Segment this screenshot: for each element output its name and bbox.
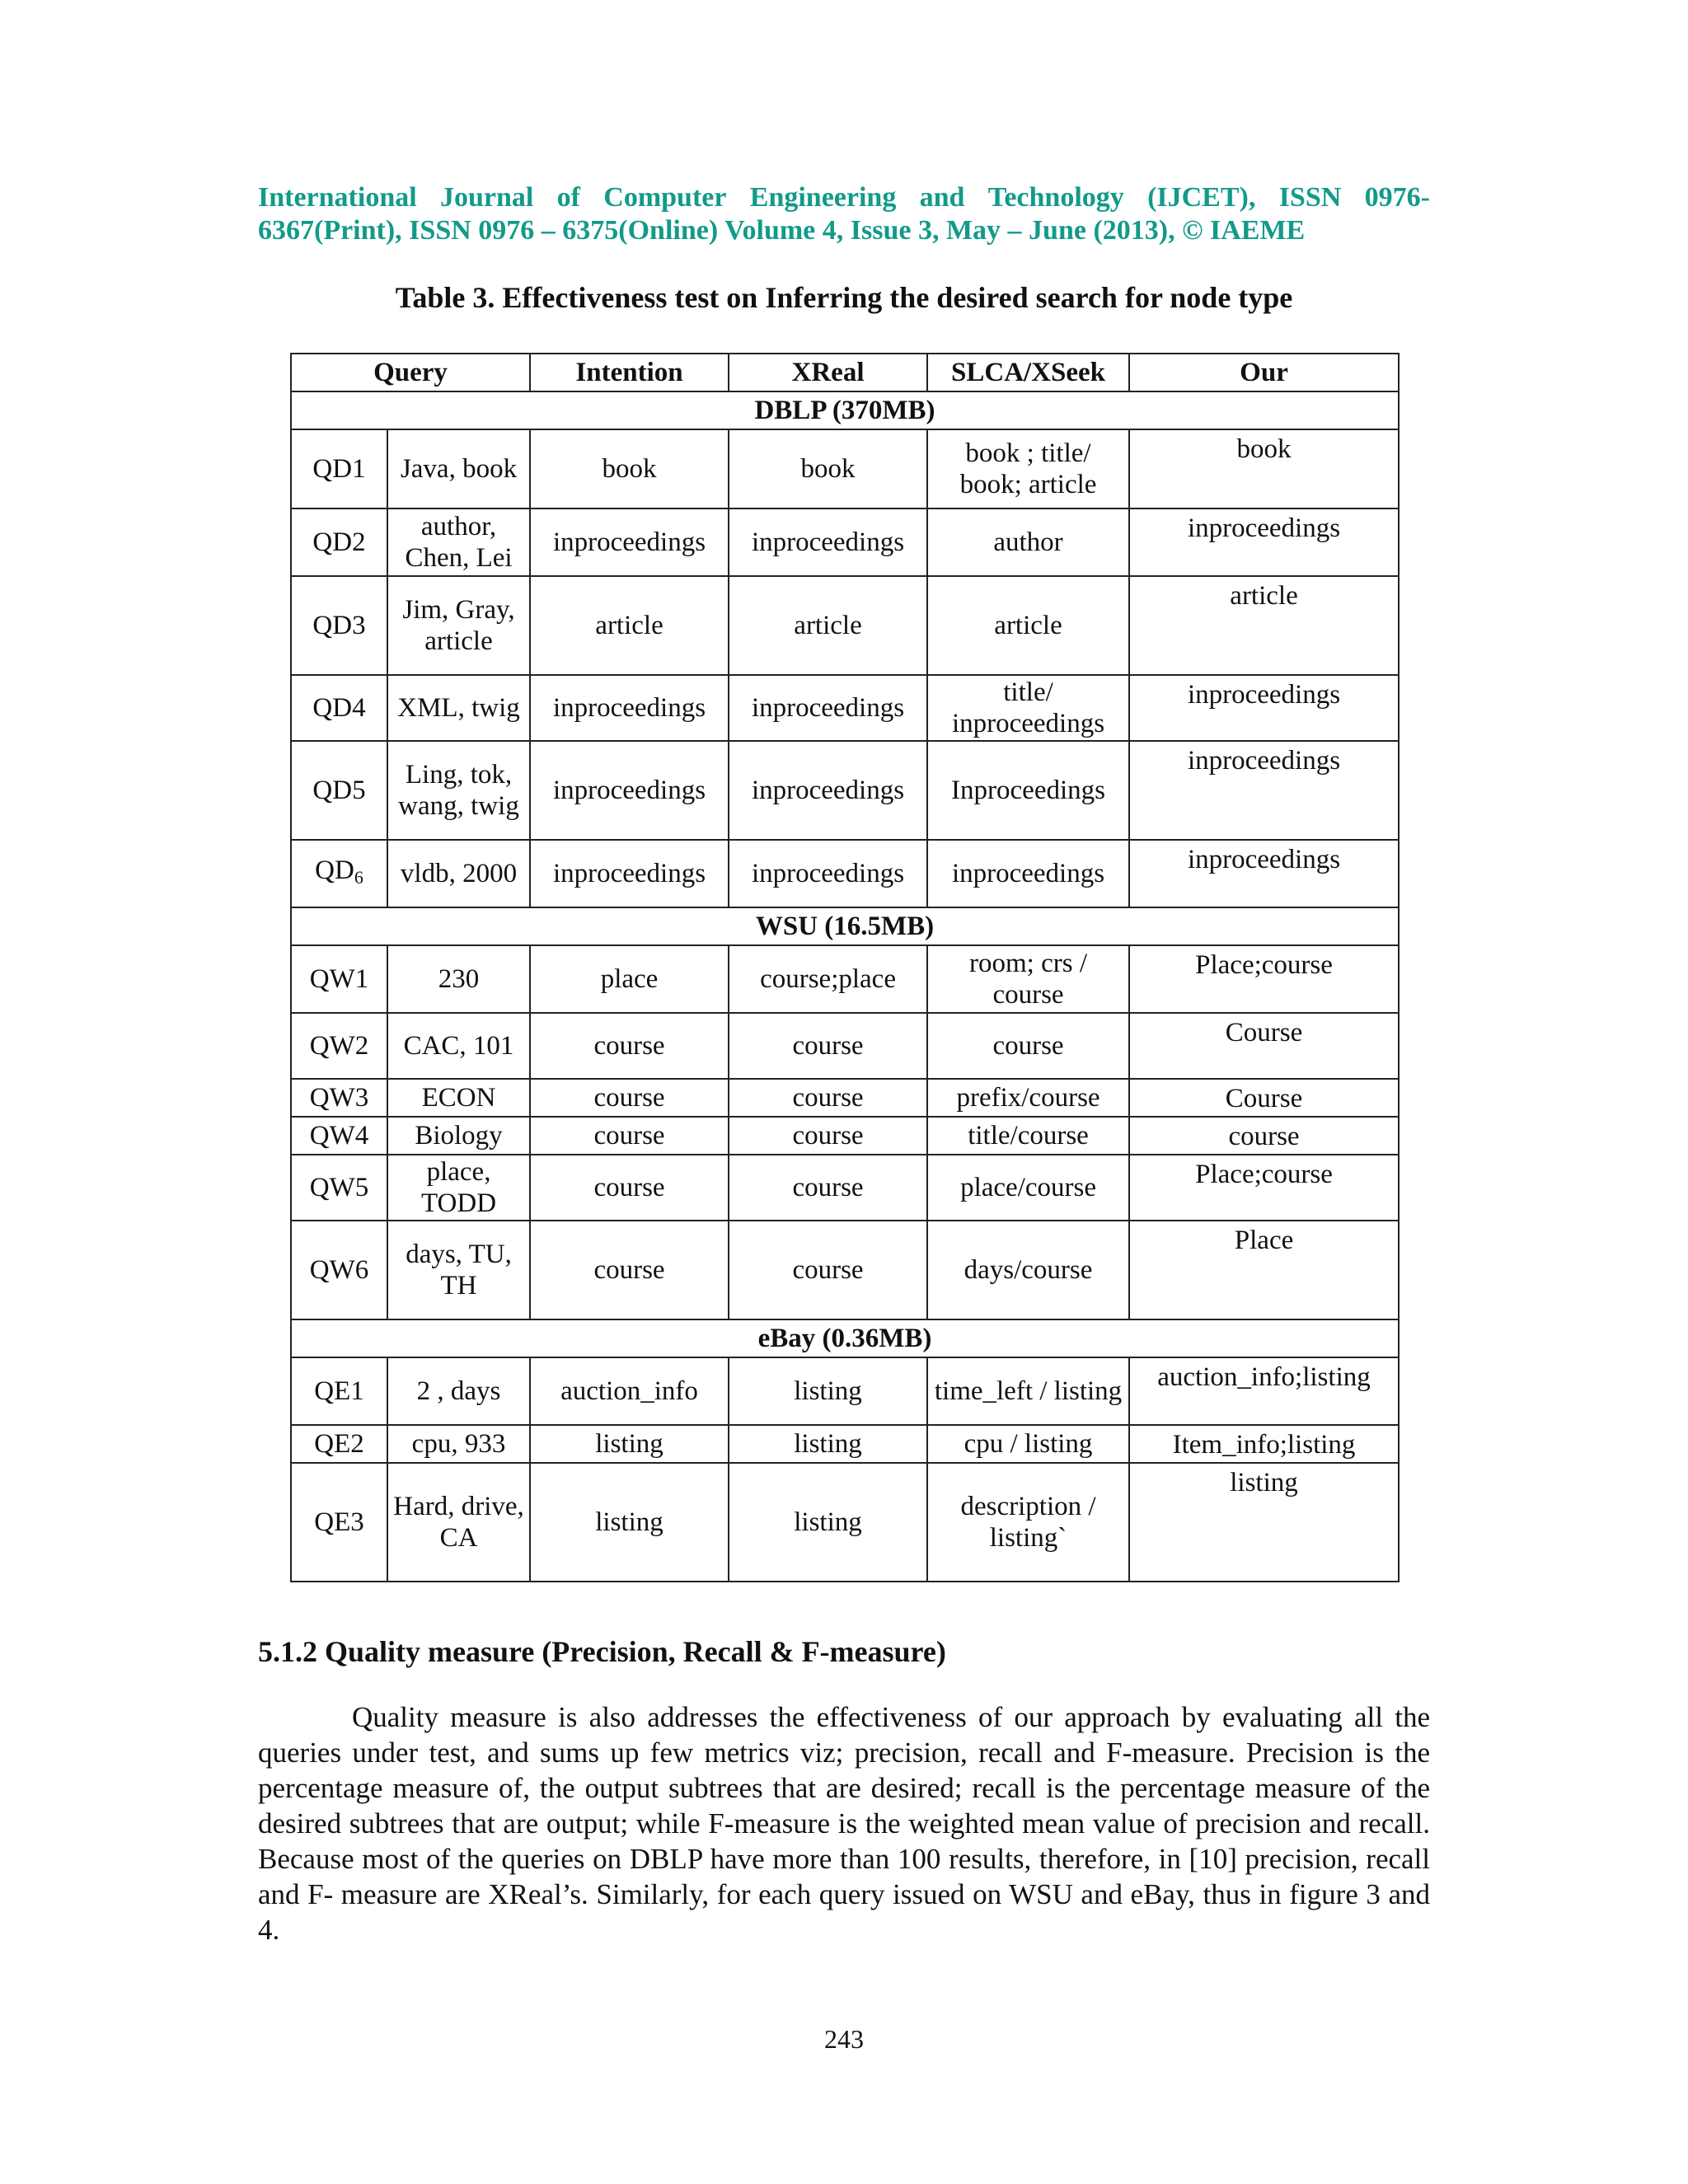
header-word: of [556, 182, 580, 213]
header-query: Query [291, 354, 530, 391]
intention-cell: course [530, 1013, 729, 1079]
query-id-cell: QD2 [291, 509, 387, 576]
header-word: Journal [439, 182, 534, 213]
xreal-cell: inproceedings [729, 741, 927, 840]
header-xreal: XReal [729, 354, 927, 391]
our-cell: auction_info;listing [1129, 1357, 1399, 1425]
page-number: 243 [824, 2024, 864, 2054]
query-terms-cell: Ling, tok, wang, twig [387, 741, 530, 840]
table-row [291, 1079, 1399, 1117]
header-intention: Intention [530, 354, 729, 391]
our-cell: Place;course [1129, 1155, 1399, 1221]
table-row [291, 576, 1399, 675]
table-row [291, 840, 1399, 907]
intention-cell: course [530, 1155, 729, 1221]
table-row [291, 1221, 1399, 1319]
table-row [291, 429, 1399, 509]
table-row [291, 1155, 1399, 1221]
intention-cell: inproceedings [530, 741, 729, 840]
query-terms-cell: CAC, 101 [387, 1013, 530, 1079]
section-title: DBLP (370MB) [291, 391, 1399, 429]
our-cell: course [1129, 1117, 1399, 1155]
query-id-cell: QE3 [291, 1463, 387, 1582]
query-terms-cell: days, TU, TH [387, 1221, 530, 1319]
query-terms-cell: place, TODD [387, 1155, 530, 1221]
query-id-cell: QE2 [291, 1425, 387, 1463]
header-word: Computer [603, 182, 727, 213]
slca-xseek-cell: title/course [927, 1117, 1129, 1155]
table-row [291, 1357, 1399, 1425]
intention-cell: inproceedings [530, 509, 729, 576]
query-terms-cell: Hard, drive, CA [387, 1463, 530, 1582]
query-id-text: QD [315, 855, 354, 885]
query-terms-cell: 2 , days [387, 1357, 530, 1425]
query-id-cell: QD3 [291, 576, 387, 675]
slca-xseek-cell: title/ inproceedings [927, 675, 1129, 741]
slca-xseek-cell: cpu / listing [927, 1425, 1129, 1463]
section-row [291, 1319, 1399, 1357]
section-row [291, 391, 1399, 429]
slca-xseek-cell: article [927, 576, 1129, 675]
query-id-cell: QW1 [291, 945, 387, 1013]
header-our: Our [1129, 354, 1399, 391]
table-row [291, 741, 1399, 840]
header-word: Technology [987, 182, 1124, 213]
xreal-cell: course [729, 1013, 927, 1079]
slca-xseek-cell: days/course [927, 1221, 1129, 1319]
slca-xseek-cell: room; crs / course [927, 945, 1129, 1013]
section-row [291, 907, 1399, 945]
query-id-cell [291, 840, 387, 907]
xreal-cell: article [729, 576, 927, 675]
query-terms-cell: 230 [387, 945, 530, 1013]
slca-xseek-cell: book ; title/ book; article [927, 429, 1129, 509]
our-cell: Place;course [1129, 945, 1399, 1013]
query-id-cell: QW3 [291, 1079, 387, 1117]
journal-header [258, 181, 1430, 247]
query-terms-cell: author, Chen, Lei [387, 509, 530, 576]
our-cell: inproceedings [1129, 675, 1399, 741]
section-title: WSU (16.5MB) [291, 907, 1399, 945]
our-cell: Course [1129, 1079, 1399, 1117]
header-slca-xseek: SLCA/XSeek [927, 354, 1129, 391]
slca-xseek-cell: author [927, 509, 1129, 576]
xreal-cell: course;place [729, 945, 927, 1013]
journal-header-line-1 [258, 181, 1430, 214]
intention-cell: inproceedings [530, 675, 729, 741]
header-word: (IJCET), [1147, 182, 1256, 213]
query-terms-cell: Biology [387, 1117, 530, 1155]
table-body [291, 391, 1399, 1582]
header-word: ISSN [1278, 182, 1342, 213]
query-id-cell: QD4 [291, 675, 387, 741]
header-word: 0976- [1364, 182, 1430, 213]
slca-xseek-cell: Inproceedings [927, 741, 1129, 840]
our-cell: Item_info;listing [1129, 1425, 1399, 1463]
header-word: International [258, 182, 417, 213]
query-id-cell: QE1 [291, 1357, 387, 1425]
slca-xseek-cell: prefix/course [927, 1079, 1129, 1117]
our-cell: inproceedings [1129, 840, 1399, 907]
query-id-cell: QW2 [291, 1013, 387, 1079]
xreal-cell: course [729, 1221, 927, 1319]
query-id-cell: QD5 [291, 741, 387, 840]
slca-xseek-cell: time_left / listing [927, 1357, 1129, 1425]
body-paragraph [258, 1699, 1430, 1947]
slca-xseek-cell: inproceedings [927, 840, 1129, 907]
intention-cell: listing [530, 1425, 729, 1463]
intention-cell: auction_info [530, 1357, 729, 1425]
header-word: and [919, 182, 965, 213]
table-row [291, 1117, 1399, 1155]
xreal-cell: listing [729, 1463, 927, 1582]
table-row [291, 675, 1399, 741]
xreal-cell: course [729, 1079, 927, 1117]
our-cell: Place [1129, 1221, 1399, 1319]
slca-xseek-cell: place/course [927, 1155, 1129, 1221]
xreal-cell: course [729, 1117, 927, 1155]
xreal-cell: inproceedings [729, 509, 927, 576]
intention-cell: book [530, 429, 729, 509]
intention-cell: article [530, 576, 729, 675]
section-title: eBay (0.36MB) [291, 1319, 1399, 1357]
table-row [291, 1013, 1399, 1079]
table-header-row [291, 354, 1399, 391]
query-terms-cell: Jim, Gray, article [387, 576, 530, 675]
xreal-cell: inproceedings [729, 840, 927, 907]
xreal-cell: listing [729, 1425, 927, 1463]
query-id-cell: QW4 [291, 1117, 387, 1155]
table-row [291, 509, 1399, 576]
intention-cell: course [530, 1221, 729, 1319]
query-terms-cell: Java, book [387, 429, 530, 509]
query-terms-cell: XML, twig [387, 675, 530, 741]
our-cell: Course [1129, 1013, 1399, 1079]
journal-header-line-2: 6367(Print), ISSN 0976 – 6375(Online) Volume 4, Issue 3, May – June (2013), © IAEME [258, 215, 1306, 246]
table-row [291, 945, 1399, 1013]
intention-cell: course [530, 1117, 729, 1155]
query-terms-cell: cpu, 933 [387, 1425, 530, 1463]
table-row [291, 1463, 1399, 1582]
table-row [291, 1425, 1399, 1463]
our-cell: inproceedings [1129, 509, 1399, 576]
intention-cell: course [530, 1079, 729, 1117]
our-cell: listing [1129, 1463, 1399, 1582]
query-id-cell: QW5 [291, 1155, 387, 1221]
xreal-cell: listing [729, 1357, 927, 1425]
xreal-cell: inproceedings [729, 675, 927, 741]
intention-cell: inproceedings [530, 840, 729, 907]
our-cell: book [1129, 429, 1399, 509]
query-id-subscript: 6 [354, 866, 363, 888]
section-heading: 5.1.2 Quality measure (Precision, Recall & F-measure) [258, 1635, 946, 1668]
intention-cell: place [530, 945, 729, 1013]
query-id-cell: QW6 [291, 1221, 387, 1319]
paragraph-text: Quality measure is also addresses the effectiveness of our approach by evaluating all the queries under test, and sums up few metrics viz; precision, recall and F-measure. Precision is the percentage measure of, the output subtrees that are desired; recall is the percentage measure of the desired subtrees that are output; while F-measure is the weighted mean value of precision and recall. Because most of the queries on DBLP have more than 100 results, therefore, in [10] precision, recall and F- measure are XReal’s. Similarly, for each query issued on WSU and eBay, thus in figure 3 and 4. [258, 1701, 1430, 1946]
our-cell: article [1129, 576, 1399, 675]
query-terms-cell: vldb, 2000 [387, 840, 530, 907]
header-word: Engineering [749, 182, 897, 213]
our-cell: inproceedings [1129, 741, 1399, 840]
effectiveness-table [290, 353, 1400, 1582]
slca-xseek-cell: description / listing` [927, 1463, 1129, 1582]
xreal-cell: book [729, 429, 927, 509]
slca-xseek-cell: course [927, 1013, 1129, 1079]
table-caption: Table 3. Effectiveness test on Inferring the desired search for node type [395, 281, 1293, 314]
intention-cell: listing [530, 1463, 729, 1582]
query-terms-cell: ECON [387, 1079, 530, 1117]
query-id-cell: QD1 [291, 429, 387, 509]
xreal-cell: course [729, 1155, 927, 1221]
